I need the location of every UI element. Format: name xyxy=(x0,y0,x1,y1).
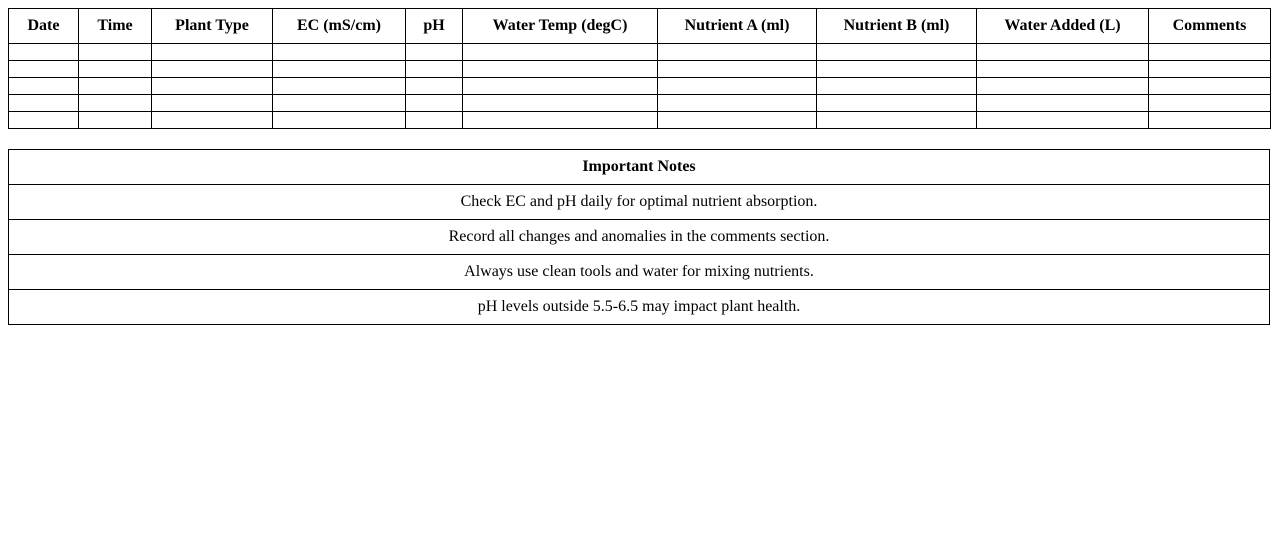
table-cell xyxy=(273,95,406,112)
table-cell xyxy=(273,78,406,95)
table-cell xyxy=(977,78,1149,95)
note-item: Always use clean tools and water for mixing nutrients. xyxy=(9,255,1270,290)
table-cell xyxy=(152,61,273,78)
table-cell xyxy=(152,95,273,112)
table-cell xyxy=(817,78,977,95)
note-row xyxy=(9,290,1270,325)
table-cell xyxy=(79,112,152,129)
table-cell xyxy=(658,78,817,95)
table-row xyxy=(9,95,1271,112)
table-cell xyxy=(977,61,1149,78)
table-cell xyxy=(658,44,817,61)
table-cell xyxy=(658,61,817,78)
table-cell xyxy=(406,95,463,112)
notes-title: Important Notes xyxy=(9,150,1270,185)
column-header-ph: pH xyxy=(406,9,463,44)
table-cell xyxy=(79,61,152,78)
table-cell xyxy=(406,78,463,95)
table-cell xyxy=(463,61,658,78)
table-cell xyxy=(977,44,1149,61)
table-cell xyxy=(463,112,658,129)
column-header-nutrient-a: Nutrient A (ml) xyxy=(658,9,817,44)
table-cell xyxy=(463,44,658,61)
table-cell xyxy=(152,44,273,61)
column-header-plant-type: Plant Type xyxy=(152,9,273,44)
table-cell xyxy=(658,112,817,129)
table-cell xyxy=(406,112,463,129)
column-header-date: Date xyxy=(9,9,79,44)
table-cell xyxy=(1149,95,1271,112)
table-cell xyxy=(658,95,817,112)
table-cell xyxy=(273,112,406,129)
nutrient-log-table xyxy=(8,8,1271,129)
note-row xyxy=(9,185,1270,220)
table-cell xyxy=(152,78,273,95)
table-row xyxy=(9,78,1271,95)
note-row xyxy=(9,255,1270,290)
table-row xyxy=(9,44,1271,61)
table-cell xyxy=(406,61,463,78)
table-cell xyxy=(406,44,463,61)
note-row xyxy=(9,220,1270,255)
table-cell xyxy=(817,44,977,61)
table-cell xyxy=(152,112,273,129)
table-cell xyxy=(273,44,406,61)
log-header-row xyxy=(9,9,1271,44)
column-header-water-temp: Water Temp (degC) xyxy=(463,9,658,44)
column-header-comments: Comments xyxy=(1149,9,1271,44)
table-row xyxy=(9,61,1271,78)
column-header-water-added: Water Added (L) xyxy=(977,9,1149,44)
table-cell xyxy=(9,95,79,112)
table-cell xyxy=(1149,61,1271,78)
table-cell xyxy=(817,112,977,129)
column-header-time: Time xyxy=(79,9,152,44)
table-row xyxy=(9,112,1271,129)
table-cell xyxy=(273,61,406,78)
note-item: pH levels outside 5.5-6.5 may impact plant health. xyxy=(9,290,1270,325)
table-cell xyxy=(463,78,658,95)
column-header-ec: EC (mS/cm) xyxy=(273,9,406,44)
table-cell xyxy=(817,61,977,78)
table-cell xyxy=(9,78,79,95)
table-cell xyxy=(9,112,79,129)
table-cell xyxy=(817,95,977,112)
notes-header-row xyxy=(9,150,1270,185)
table-cell xyxy=(463,95,658,112)
table-cell xyxy=(977,95,1149,112)
note-item: Check EC and pH daily for optimal nutrient absorption. xyxy=(9,185,1270,220)
note-item: Record all changes and anomalies in the comments section. xyxy=(9,220,1270,255)
table-cell xyxy=(9,61,79,78)
table-cell xyxy=(79,44,152,61)
important-notes-table xyxy=(8,149,1270,325)
table-cell xyxy=(1149,78,1271,95)
table-cell xyxy=(1149,44,1271,61)
column-header-nutrient-b: Nutrient B (ml) xyxy=(817,9,977,44)
table-cell xyxy=(79,95,152,112)
table-cell xyxy=(977,112,1149,129)
table-cell xyxy=(79,78,152,95)
table-cell xyxy=(1149,112,1271,129)
table-cell xyxy=(9,44,79,61)
